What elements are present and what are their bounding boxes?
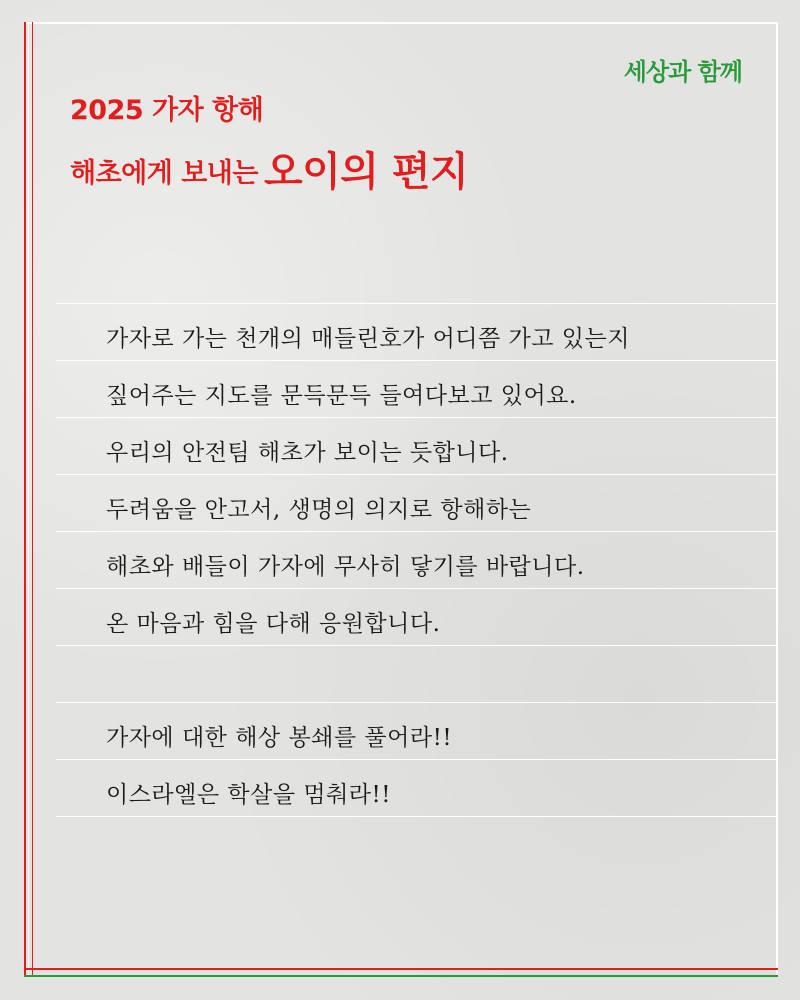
left-red-border <box>24 22 26 977</box>
ruled-line <box>56 759 776 760</box>
letter-line: 해초와 배들이 가자에 무사히 닿기를 바랍니다. <box>106 554 585 580</box>
left-red-border-inner <box>32 22 33 977</box>
left-white-border <box>28 22 29 977</box>
ruled-line <box>56 303 776 304</box>
closing-line: 이스라엘은 학살을 멈춰라!! <box>106 782 392 808</box>
closing-line: 가자에 대한 해상 봉쇄를 풀어라!! <box>106 725 453 751</box>
ruled-line <box>56 360 776 361</box>
ruled-line <box>56 645 776 646</box>
ruled-line <box>56 702 776 703</box>
right-border <box>776 22 778 977</box>
ruled-line <box>56 588 776 589</box>
letter-line: 온 마음과 힘을 다해 응원합니다. <box>106 611 441 637</box>
letter-line: 우리의 안전팀 해초가 보이는 듯합니다. <box>106 440 509 466</box>
top-border <box>24 22 778 24</box>
letter-line: 짚어주는 지도를 문득문득 들여다보고 있어요. <box>106 383 577 409</box>
ruled-line <box>56 531 776 532</box>
bottom-red-border <box>24 968 778 970</box>
letter-line: 두려움을 안고서, 생명의 의지로 항해하는 <box>106 497 532 523</box>
ruled-line <box>56 474 776 475</box>
bottom-green-border <box>24 975 778 977</box>
ruled-line <box>56 417 776 418</box>
title-emphasis: 오이의 편지 <box>263 149 469 195</box>
title-line-1: 2025 가자 항해 <box>70 95 264 126</box>
brand-logo: 세상과 함께 <box>623 58 742 86</box>
title-line-2 <box>70 140 468 197</box>
letter-line: 가자로 가는 천개의 매들린호가 어디쯤 가고 있는지 <box>106 326 630 352</box>
ruled-line <box>56 816 776 817</box>
title-prefix: 해초에게 보내는 <box>70 158 258 189</box>
